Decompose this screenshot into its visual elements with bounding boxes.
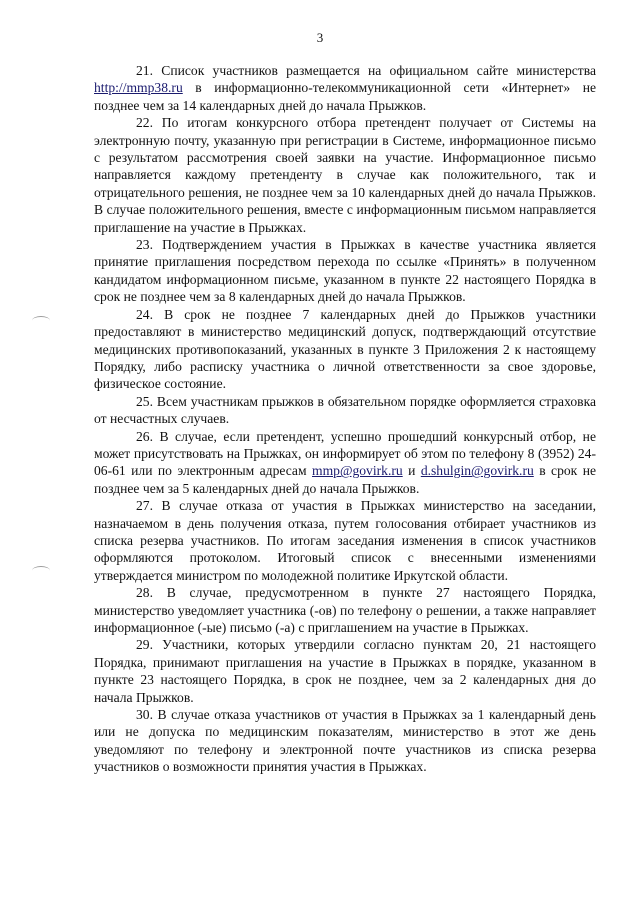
email-link-shulgin[interactable]: d.shulgin@govirk.ru xyxy=(420,463,534,479)
paragraph-21 xyxy=(94,62,596,114)
paragraph-30: 30. В случае отказа участников от участия в Прыжках за 1 календарный день или не допуска по медицинским показателям, министерство в этот же день уведомляют по телефону и электронной почте участников из списка резерва участников о возможности принятия участия в Прыжках. xyxy=(94,707,596,775)
paragraph-text: в информационно-телекоммуникационной сети «Интернет» не позднее чем за 14 календарных дней до начала Прыжков. xyxy=(94,80,596,113)
paragraph-23: 23. Подтверждением участия в Прыжках в качестве участника является принятие приглашения посредством перехода по ссылке «Принять» в полученном кандидатом информационном письме, указанном в пункте 22 настоящего Порядка в срок не позднее чем за 8 календарных дней до начала Прыжков. xyxy=(94,237,596,305)
paragraph-text: и xyxy=(402,463,421,479)
site-link[interactable]: http://mmp38.ru xyxy=(94,80,183,96)
paragraph-22: 22. По итогам конкурсного отбора претендент получает от Системы на электронную почту, указанную при регистрации в Системе, информационное письмо с результатом рассмотрения своей заявки на участие. Информационное письмо направляется каждому претенденту в случае как положительного, так и отрицательного решения, не позднее чем за 10 календарных дней до начала Прыжков. В случае положительного решения, вместе с информационным письмом направляется приглашение на участие в Прыжках. xyxy=(94,115,596,235)
scan-mark xyxy=(32,566,50,575)
paragraph-29: 29. Участники, которых утвердили согласно пунктам 20, 21 настоящего Порядка, принимают приглашения на участие в Прыжках в порядке, указанном в пункте 23 настоящего Порядка, в срок не позднее, чем за 2 календарных дня до начала Прыжков. xyxy=(94,637,596,705)
paragraph-28: 28. В случае, предусмотренном в пункте 27 настоящего Порядка, министерство уведомляет участника (-ов) по телефону о решении, а также направляет информационное (-ые) письмо (-а) с приглашением на участие в Прыжках. xyxy=(94,585,596,635)
page-number: 3 xyxy=(316,30,324,45)
paragraph-25: 25. Всем участникам прыжков в обязательном порядке оформляется страховка от несчастных случаев. xyxy=(94,393,596,427)
paragraph-text: 21. Список участников размещается на официальном сайте министерства xyxy=(136,63,596,78)
paragraph-27: 27. В случае отказа от участия в Прыжках министерство на заседании, назначаемом в день получения отказа, путем голосования отбирает участников из списка резерва участников. По итогам заседания изменения в список участников оформляются протоколом. Итоговый список с внесенными изменениями утверждается министром по молодежной политике Иркутской области. xyxy=(94,498,596,583)
scan-mark xyxy=(32,316,50,325)
paragraph-text: в срок не позднее чем за 5 календарных дней до начала Прыжков. xyxy=(94,463,597,496)
email-link-mmp[interactable]: mmp@govirk.ru xyxy=(312,463,403,479)
paragraph-26 xyxy=(94,428,596,498)
paragraph-24: 24. В срок не позднее 7 календарных дней до Прыжков участники предоставляют в министерство медицинский допуск, подтверждающий отсутствие медицинских противопоказаний, указанных в пункте 3 Приложения 2 к настоящему Порядку, либо расписку участника о личной ответственности за свое здоровье, физическое состояние. xyxy=(94,306,596,392)
document-body xyxy=(94,62,596,776)
paragraph-text: 26. В случае, если претендент, успешно прошедший конкурсный отбор, не может присутствовать на Прыжках, он информирует об этом по телефону 8 (3952) 24-06-61 или по электронным адресам xyxy=(94,428,596,479)
